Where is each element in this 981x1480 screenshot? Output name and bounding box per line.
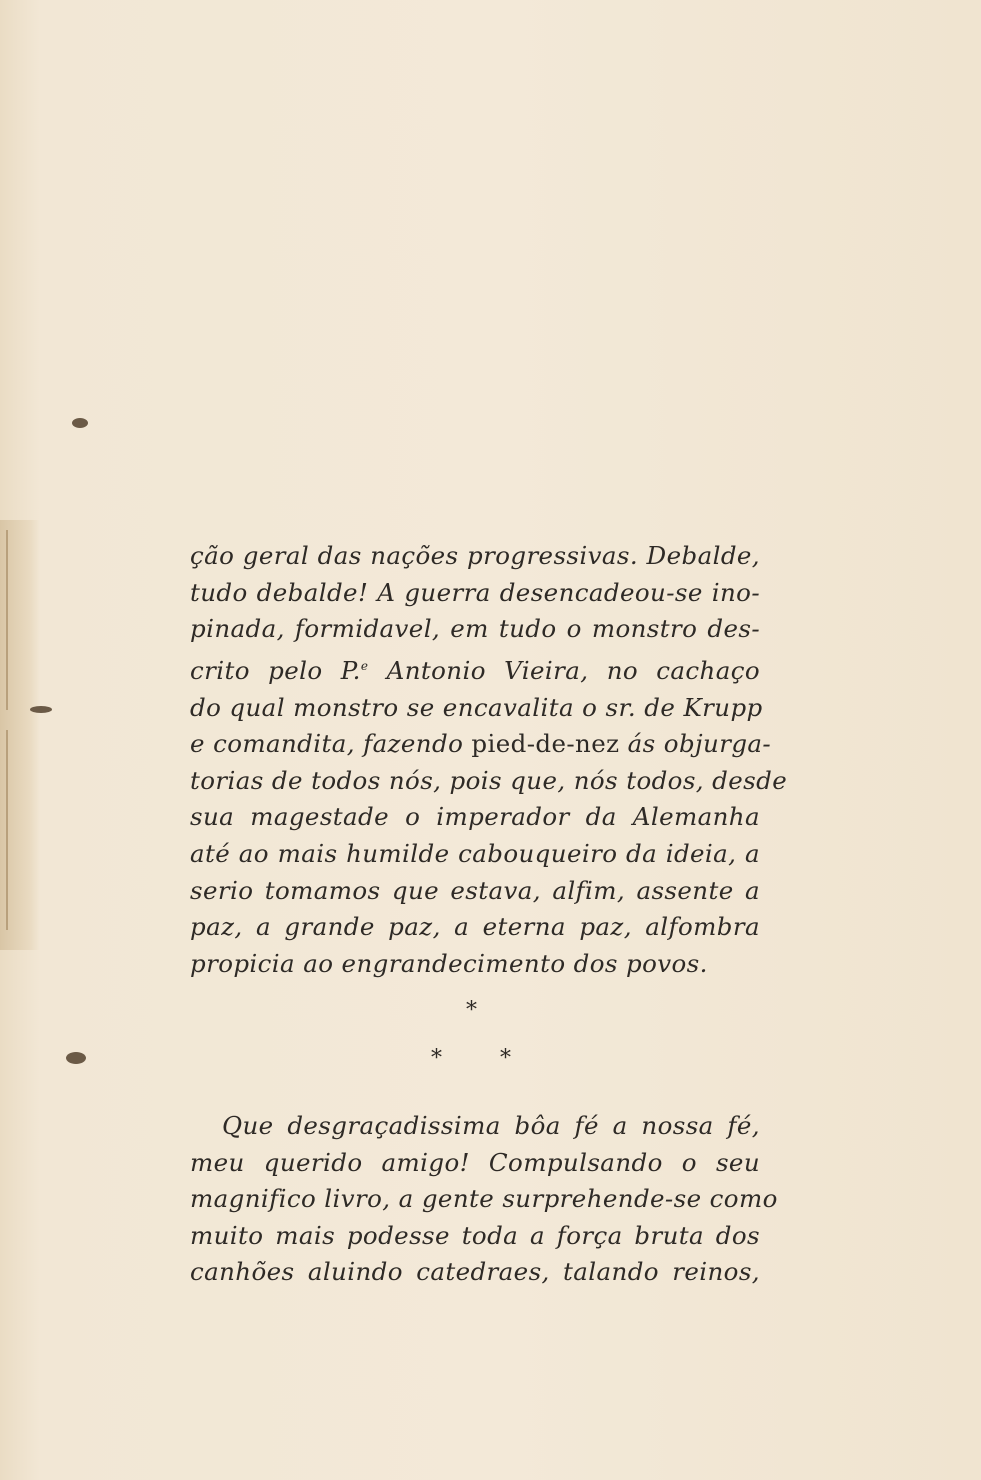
text-line: Que desgraçadissima bôa fé a nossa fé,	[222, 1111, 760, 1140]
text-line: até ao mais humilde cabouqueiro da ideia, a	[190, 838, 760, 868]
text-line: magnifico livro, a gente surprehende-se como	[190, 1184, 778, 1214]
text-line: muito mais podesse toda a força bruta dos	[190, 1220, 760, 1250]
section-separator	[0, 998, 981, 1078]
asterisk: *	[500, 1046, 511, 1071]
text-line: ção geral das nações progressivas. Debalde,	[190, 541, 760, 570]
binding-edge	[0, 520, 40, 950]
paragraph-new	[190, 1108, 778, 1291]
superscript-e: e	[360, 658, 369, 673]
text-line: meu querido amigo! Compulsando o seu	[190, 1147, 760, 1177]
text-line	[190, 648, 760, 690]
asterisk: *	[431, 1046, 442, 1071]
text-line: sua magestade o imperador da Alemanha	[190, 802, 760, 832]
text-line: paz, a grande paz, a eterna paz, alfombra	[190, 912, 760, 942]
binding-stitch	[6, 530, 8, 710]
roman-phrase: pied-de-nez	[471, 729, 620, 759]
text-fragment: ás objurga-	[619, 729, 772, 759]
text-line: tudo debalde! A guerra desencadeou-se ino-	[190, 577, 760, 607]
text-line: canhões aluindo catedraes, talando reinos,	[190, 1257, 760, 1287]
text-line: do qual monstro se encavalita o sr. de Krupp	[190, 692, 763, 722]
binding-hole	[30, 706, 52, 713]
text-fragment: crito pelo P.	[190, 655, 361, 685]
paragraph-continued	[190, 538, 788, 982]
text-line: torias de todos nós, pois que, nós todos, desde	[190, 765, 788, 795]
asterisk: *	[466, 998, 477, 1023]
text-line: serio tomamos que estava, alfim, assente a	[190, 875, 760, 905]
text-line: pinada, formidavel, em tudo o monstro des-	[190, 614, 760, 644]
text-fragment: e comandita, fazendo	[190, 729, 472, 759]
binding-hole	[72, 418, 88, 428]
binding-stitch	[6, 730, 8, 930]
text-line	[190, 726, 772, 763]
text-line: propicia ao engrandecimento dos povos.	[190, 948, 708, 978]
text-fragment: Antonio Vieira, no cachaço	[386, 655, 761, 685]
